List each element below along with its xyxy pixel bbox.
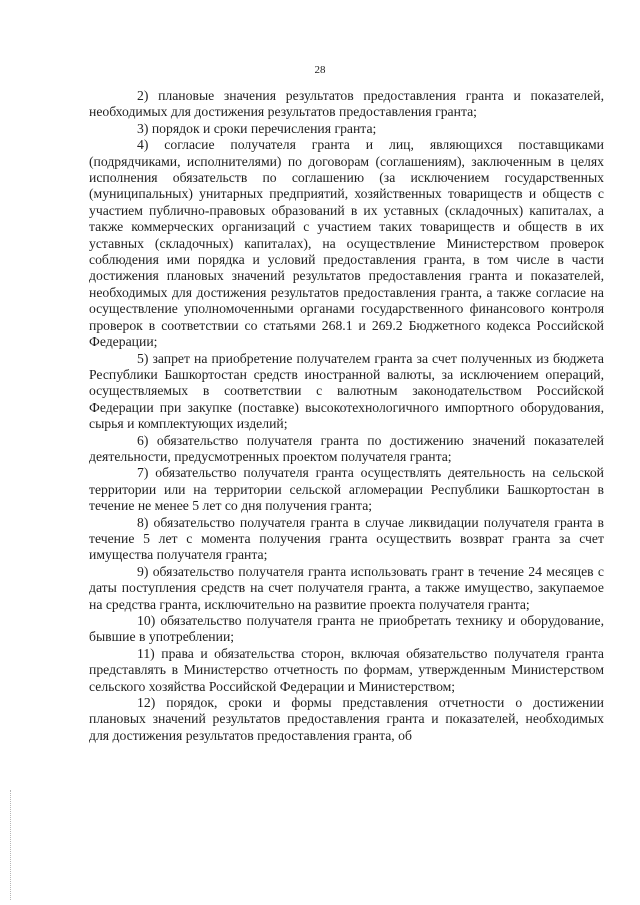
- paragraph-item-7: 7) обязательство получателя гранта осуществлять деятельность на сельской территории или на территории сельской агломерации Республики Башкортостан в течение не менее 5 лет со дня получения гранта;: [89, 465, 604, 514]
- paragraph-item-6: 6) обязательство получателя гранта по достижению значений показателей деятельности, предусмотренных проектом получателя гранта;: [89, 432, 604, 464]
- document-body: [89, 88, 604, 744]
- paragraph-item-4: 4) согласие получателя гранта и лиц, являющихся поставщиками (подрядчиками, исполнителями) по договорам (соглашениям), заключенным в целях исполнения обязательств по соглашению (за исключением государственных (муниципальных) унитарных предприятий, хозяйственных товариществ и обществ с участием публично-правовых образований в их уставных (складочных) капиталах, а также коммерческих организаций с участием таких товариществ и обществ в их уставных (складочных) капиталах), на осуществление Министерством проверок соблюдения ими порядка и условий предоставления гранта, в том числе в части достижения плановых значений результатов предоставления гранта и показателей, необходимых для достижения результатов предоставления гранта, а также согласие на осуществление уполномоченными органами государственного финансового контроля проверок в соответствии со статьями 268.1 и 269.2 Бюджетного кодекса Российской Федерации;: [89, 137, 604, 350]
- paragraph-item-11: 11) права и обязательства сторон, включая обязательство получателя гранта представлять в Министерство отчетность по формам, утвержденным Министерством сельского хозяйства Российской Федерации и Министерством;: [89, 645, 604, 694]
- paragraph-item-5: 5) запрет на приобретение получателем гранта за счет полученных из бюджета Республики Башкортостан средств иностранной валюты, за исключением операций, осуществляемых в соответствии с валютным законодательством Российской Федерации при закупке (поставке) высокотехнологичного импортного оборудования, сырья и комплектующих изделий;: [89, 350, 604, 432]
- page-number: 28: [314, 64, 326, 76]
- scan-margin-marks: [10, 790, 15, 900]
- paragraph-item-10: 10) обязательство получателя гранта не приобретать технику и оборудование, бывшие в употреблении;: [89, 613, 604, 645]
- paragraph-item-8: 8) обязательство получателя гранта в случае ликвидации получателя гранта в течение 5 лет с момента получения гранта осуществить возврат гранта за счет имущества получателя гранта;: [89, 514, 604, 563]
- paragraph-item-9: 9) обязательство получателя гранта использовать грант в течение 24 месяцев с даты поступления средств на счет получателя гранта, а также имущество, закупаемое на средства гранта, исключительно на развитие проекта получателя гранта;: [89, 563, 604, 612]
- paragraph-item-2: 2) плановые значения результатов предоставления гранта и показателей, необходимых для достижения результатов предоставления гранта;: [89, 88, 604, 120]
- paragraph-item-3: 3) порядок и сроки перечисления гранта;: [137, 120, 377, 136]
- paragraph-item-12: 12) порядок, сроки и формы представления отчетности о достижении плановых значений результатов предоставления гранта и показателей, необходимых для достижения результатов предоставления гранта, об: [89, 695, 604, 743]
